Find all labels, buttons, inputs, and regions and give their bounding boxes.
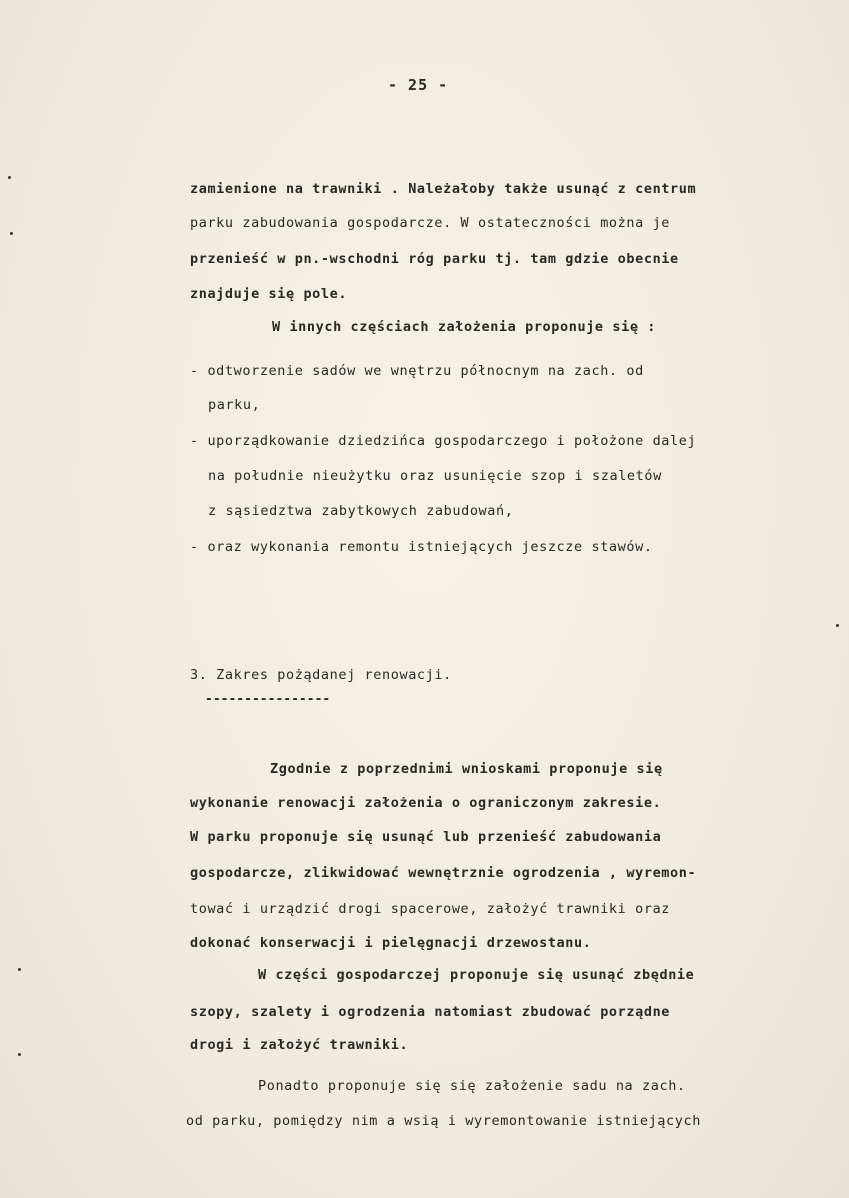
margin-mark (836, 624, 839, 627)
text-line: parku, (208, 397, 261, 413)
text-line: wykonanie renowacji założenia o ograniczonym zakresie. (190, 795, 662, 811)
text-line: znajduje się pole. (190, 286, 348, 302)
text-line: parku zabudowania gospodarcze. W ostateczności można je (190, 215, 671, 231)
text-line: zamienione na trawniki . Należałoby także usunąć z centrum (190, 181, 697, 197)
margin-mark (10, 232, 13, 235)
margin-mark (18, 968, 21, 971)
section-heading: 3. Zakres pożądanej renowacji. (190, 667, 452, 683)
text-line: drogi i założyć trawniki. (190, 1037, 409, 1053)
text-line: W części gospodarczej proponuje się usunąć zbędnie (258, 967, 695, 983)
text-line: Ponadto proponuje się się założenie sadu na zach. (258, 1078, 686, 1094)
list-item: - odtworzenie sadów we wnętrzu północnym na zach. od (190, 363, 644, 379)
text-line: szopy, szalety i ogrodzenia natomiast zbudować porządne (190, 1004, 671, 1020)
heading-underline: ---------------- (205, 692, 331, 707)
text-line: gospodarcze, zlikwidować wewnętrznie ogrodzenia , wyremon- (190, 865, 697, 881)
text-line: z sąsiedztwa zabytkowych zabudowań, (208, 503, 514, 519)
list-item: - oraz wykonania remontu istniejących jeszcze stawów. (190, 539, 653, 555)
page-number: - 25 - (388, 76, 449, 94)
text-line: Zgodnie z poprzednimi wnioskami proponuje się (270, 761, 663, 777)
text-line: dokonać konserwacji i pielęgnacji drzewostanu. (190, 935, 592, 951)
text-line: W innych częściach założenia proponuje się : (272, 319, 657, 335)
text-line: przenieść w pn.-wschodni róg parku tj. tam gdzie obecnie (190, 251, 679, 267)
text-line: W parku proponuje się usunąć lub przenieść zabudowania (190, 829, 662, 845)
text-line: od parku, pomiędzy nim a wsią i wyremontowanie istniejących (186, 1113, 701, 1129)
margin-mark (18, 1053, 21, 1056)
text-line: na południe nieużytku oraz usunięcie szop i szaletów (208, 468, 662, 484)
margin-mark (8, 176, 11, 179)
text-line: tować i urządzić drogi spacerowe, założyć trawniki oraz (190, 901, 671, 917)
list-item: - uporządkowanie dziedzińca gospodarczego i położone dalej (190, 433, 697, 449)
